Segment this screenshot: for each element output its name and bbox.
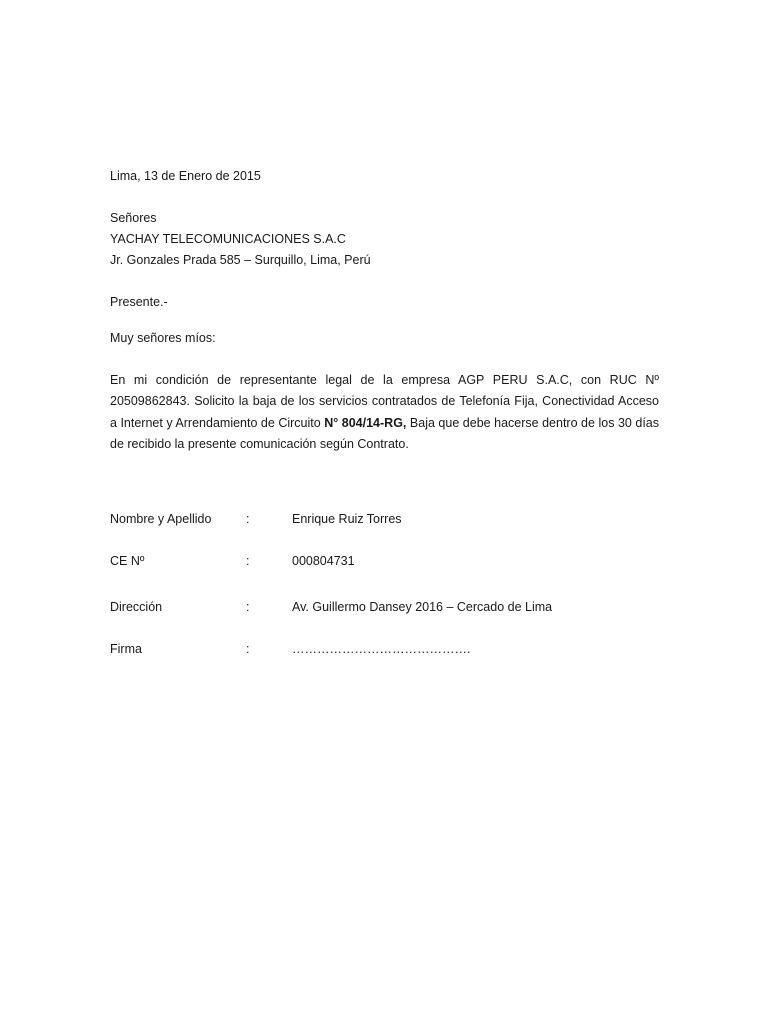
field-label: Dirección — [110, 600, 163, 614]
field-separator: : — [246, 600, 250, 614]
field-row-ce — [110, 554, 670, 570]
field-label: Nombre y Apellido — [110, 512, 212, 526]
field-value: Av. Guillermo Dansey 2016 – Cercado de Lima — [292, 600, 553, 614]
recipient-salutation: Señores — [110, 211, 157, 225]
field-label: CE Nº — [110, 554, 145, 568]
field-value: 000804731 — [292, 554, 355, 568]
greeting-line: Muy señores míos: — [110, 331, 216, 345]
recipient-address: Jr. Gonzales Prada 585 – Surquillo, Lima, Perú — [110, 253, 371, 267]
recipient-company: YACHAY TELECOMUNICACIONES S.A.C — [110, 232, 346, 246]
field-row-firma — [110, 642, 670, 658]
field-value: Enrique Ruiz Torres — [292, 512, 402, 526]
field-row-nombre — [110, 512, 670, 528]
field-separator: : — [246, 554, 250, 568]
letter-date: Lima, 13 de Enero de 2015 — [110, 169, 261, 183]
field-separator: : — [246, 642, 250, 656]
field-row-direccion — [110, 600, 670, 616]
body-text-part1: En mi condición de representante legal de la empresa AGP PERU S.A.C, con RUC Nº 20509862843. Solicito la baja de los servicios contratados de Telefonía Fija, Conectividad Acceso a Internet y Arrendamiento de Circuito — [110, 373, 659, 430]
body-text-part2: Baja que debe hacerse dentro de los 30 días de recibido la presente comunicación según Contrato. — [110, 415, 659, 451]
signature-line: ……………………………………. — [292, 642, 471, 656]
presente-line: Presente.- — [110, 295, 168, 309]
circuit-number: N° 804/14-RG, — [324, 415, 407, 430]
field-label: Firma — [110, 642, 142, 656]
field-separator: : — [246, 512, 250, 526]
letter-body-paragraph — [110, 370, 659, 455]
